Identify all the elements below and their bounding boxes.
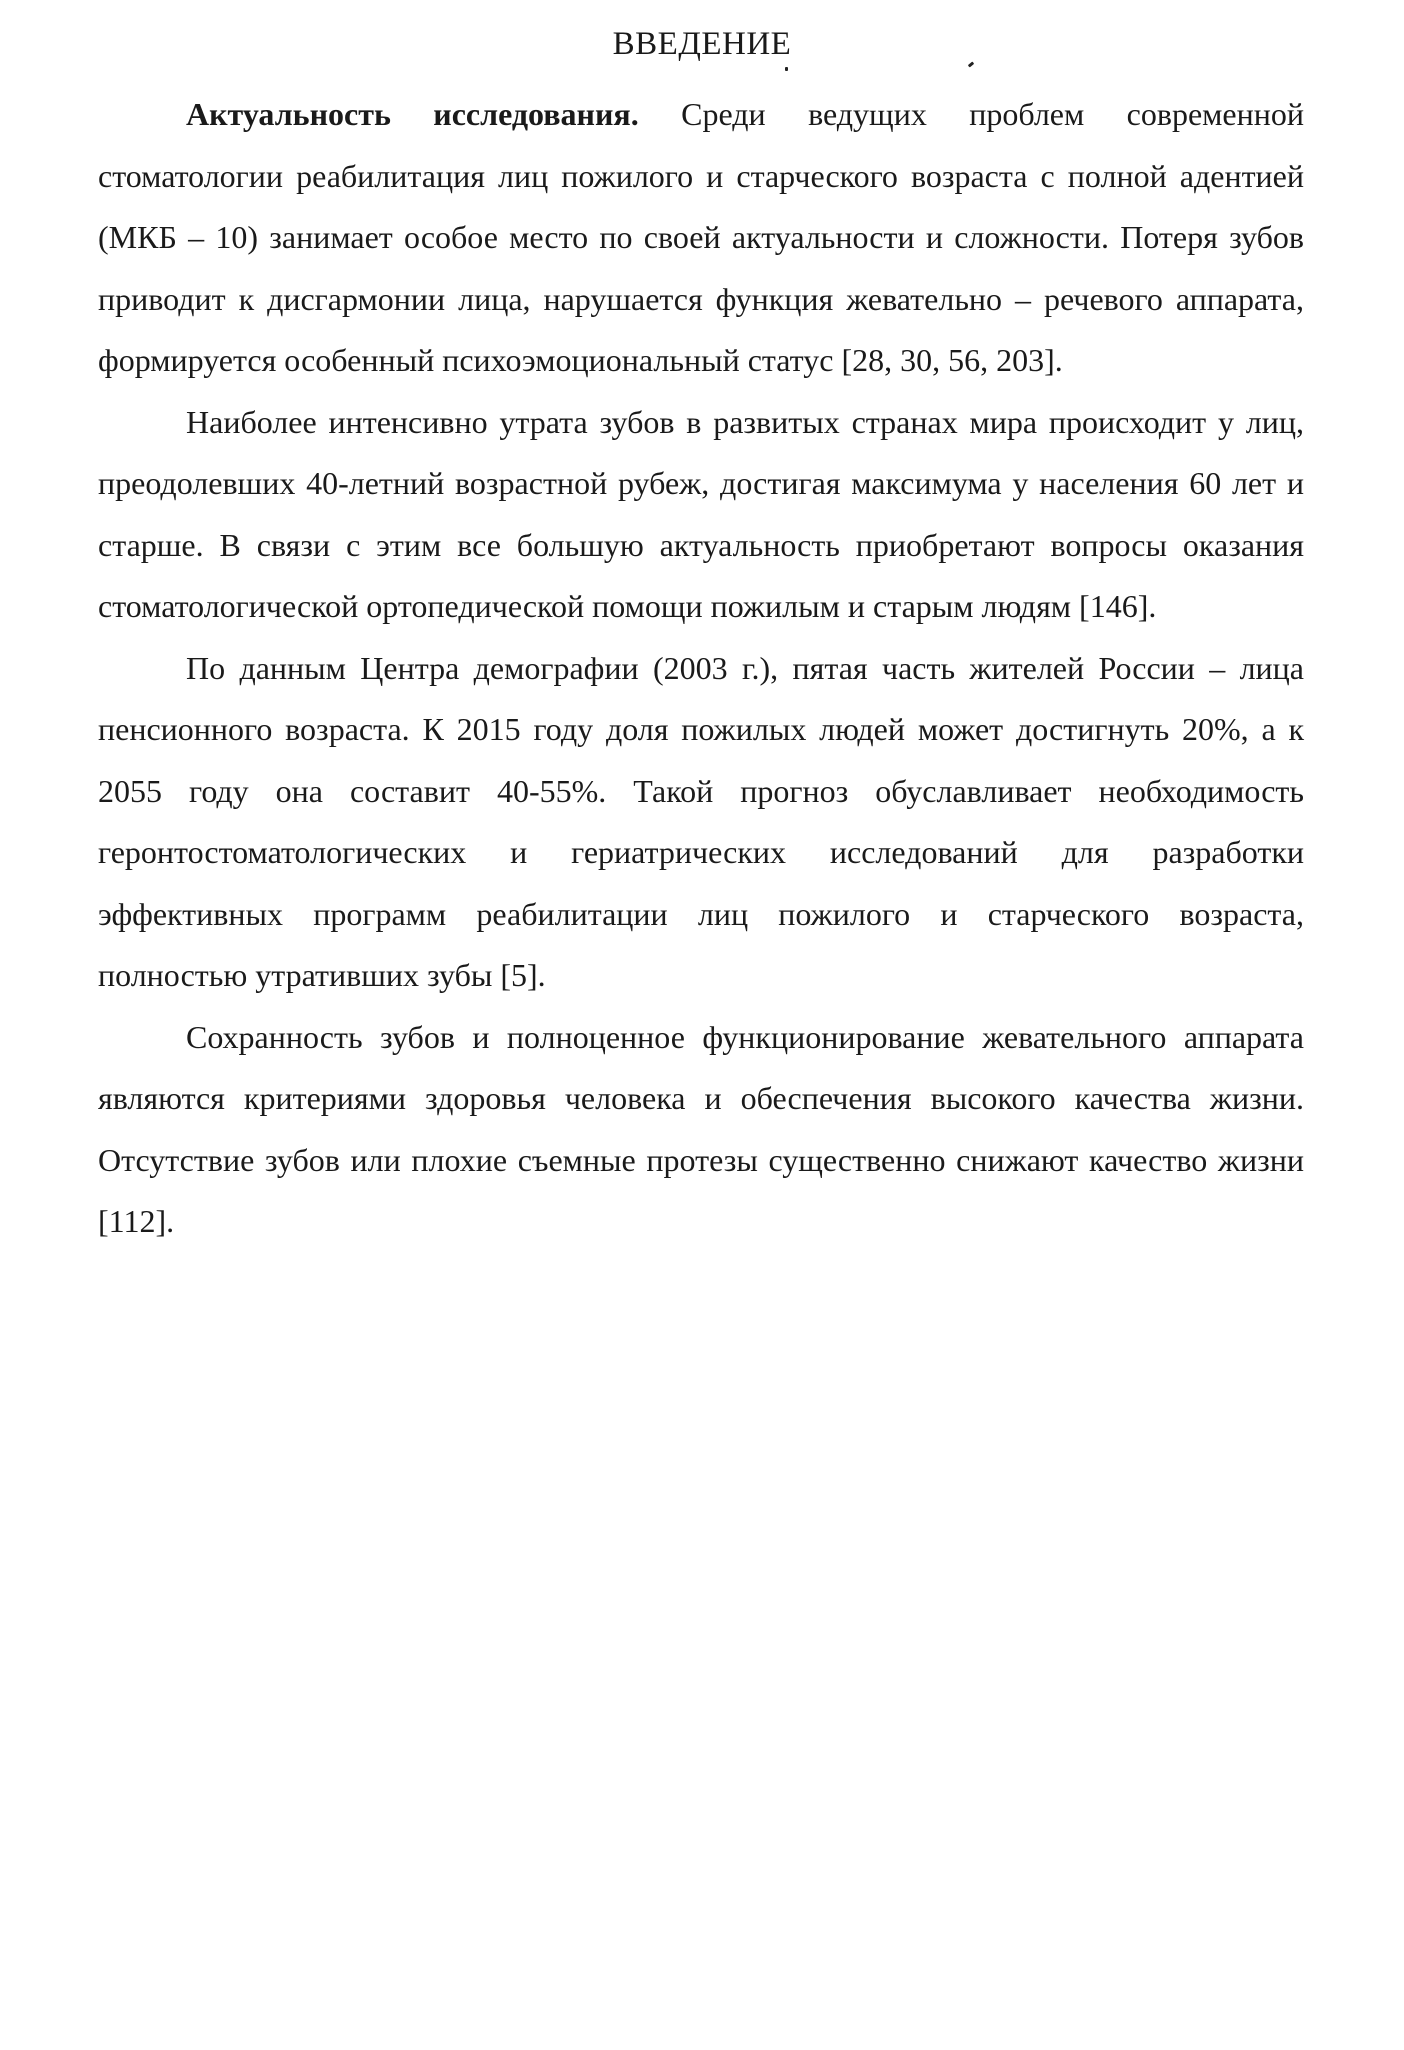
page-title: ВВЕДЕНИЕ xyxy=(612,26,792,62)
paragraph: По данным Центра демографии (2003 г.), пятая часть жителей России – лица пенсионного возраста. К 2015 году доля пожилых людей может достигнуть 20%, а к 2055 году она составит 40-55%. Такой прогноз обуславливает необходимость геронтостоматологических и гериатрических исследований для разработки эффективных программ реабилитации лиц пожилого и старческого возраста, полностью утративших зубы [5]. xyxy=(98,649,1304,993)
paragraph-lead: Актуальность исследования. xyxy=(186,96,639,132)
paragraph-text: Среди ведущих проблем современной стоматологии реабилитация лиц пожилого и старческого возраста с полной адентией (МКБ – 10) занимает особое место по своей актуальности и сложности. Потеря зубов приводит к дисгармонии лица, нарушается функция жевательно – речевого аппарата, формируется особенный психоэмоциональный статус [28, 30, 56, 203]. xyxy=(98,96,1305,378)
paragraph: Сохранность зубов и полноценное функционирование жевательного аппарата являются критериями здоровья человека и обеспечения высокого качества жизни. Отсутствие зубов или плохие съемные протезы существенно снижают качество жизни [112]. xyxy=(98,1018,1304,1239)
scan-speck xyxy=(785,67,788,71)
body-text xyxy=(98,84,1304,1253)
paragraph: Наиболее интенсивно утрата зубов в развитых странах мира происходит у лиц, преодолевших 40-летний возрастной рубеж, достигая максимума у населения 60 лет и старше. В связи с этим все большую актуальность приобретают вопросы оказания стоматологической ортопедической помощи пожилым и старым людям [146]. xyxy=(98,403,1304,624)
paragraph-relevance xyxy=(98,84,1304,392)
